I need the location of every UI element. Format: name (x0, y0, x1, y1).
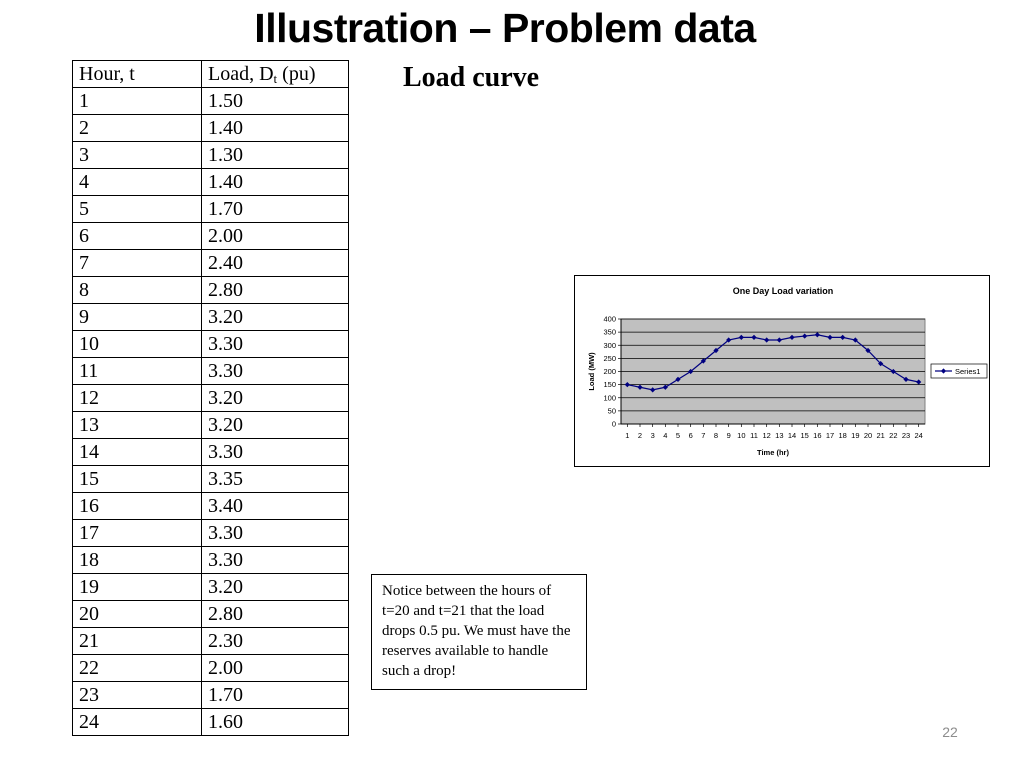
header-hour: Hour, t (73, 61, 202, 88)
hour-cell: 12 (73, 385, 202, 412)
load-cell: 1.60 (202, 709, 349, 736)
x-tick-label: 10 (737, 431, 746, 440)
y-tick-label: 150 (603, 380, 616, 390)
table-row (73, 196, 349, 223)
x-tick-label: 14 (787, 431, 797, 440)
load-cell: 3.35 (202, 466, 349, 493)
hour-cell: 5 (73, 196, 202, 223)
table-row (73, 277, 349, 304)
x-tick-label: 21 (876, 431, 885, 440)
load-cell: 3.20 (202, 574, 349, 601)
hour-cell: 20 (73, 601, 202, 628)
x-tick-label: 1 (625, 431, 630, 440)
hour-cell: 22 (73, 655, 202, 682)
table-row (73, 331, 349, 358)
table-row (73, 547, 349, 574)
load-cell: 1.70 (202, 682, 349, 709)
table-row (73, 628, 349, 655)
x-tick-label: 5 (675, 431, 681, 440)
chart-title: One Day Load variation (732, 286, 834, 296)
x-axis-label: Time (hr) (757, 448, 789, 457)
hour-cell: 13 (73, 412, 202, 439)
x-tick-label: 23 (901, 431, 911, 440)
hour-cell: 7 (73, 250, 202, 277)
hour-cell: 6 (73, 223, 202, 250)
y-axis-label: Load (MW) (587, 352, 596, 391)
table-row (73, 574, 349, 601)
load-cell: 3.20 (202, 304, 349, 331)
load-cell: 2.80 (202, 277, 349, 304)
x-tick-label: 19 (851, 431, 860, 440)
x-tick-label: 16 (813, 431, 822, 440)
load-cell: 2.30 (202, 628, 349, 655)
load-cell: 1.30 (202, 142, 349, 169)
page-number: 22 (942, 724, 958, 740)
table-row (73, 88, 349, 115)
load-cell: 2.00 (202, 655, 349, 682)
table-row (73, 466, 349, 493)
table-row (73, 250, 349, 277)
load-cell: 3.30 (202, 520, 349, 547)
header-load-prefix: Load, D (208, 63, 274, 85)
header-load-subscript: t (273, 71, 278, 86)
table-header-row (73, 61, 349, 88)
load-chart (574, 275, 990, 467)
table-row (73, 358, 349, 385)
table-row (73, 385, 349, 412)
x-tick-label: 6 (688, 431, 693, 440)
load-cell: 2.00 (202, 223, 349, 250)
x-tick-label: 2 (637, 431, 643, 440)
hour-cell: 14 (73, 439, 202, 466)
load-cell: 1.70 (202, 196, 349, 223)
load-cell: 1.40 (202, 169, 349, 196)
y-tick-label: 300 (603, 340, 616, 350)
y-tick-label: 100 (603, 393, 616, 403)
hour-cell: 17 (73, 520, 202, 547)
table-row (73, 709, 349, 736)
load-cell: 3.30 (202, 547, 349, 574)
load-cell: 3.20 (202, 385, 349, 412)
slide-title: Illustration – Problem data (254, 5, 756, 51)
legend-label: Series1 (955, 367, 981, 376)
x-tick-label: 20 (863, 431, 873, 440)
table-row (73, 304, 349, 331)
hour-cell: 3 (73, 142, 202, 169)
y-tick-label: 250 (603, 353, 616, 363)
x-tick-label: 7 (701, 431, 706, 440)
table-row (73, 655, 349, 682)
x-tick-label: 18 (838, 431, 847, 440)
hour-cell: 21 (73, 628, 202, 655)
x-tick-label: 12 (762, 431, 771, 440)
hour-cell: 10 (73, 331, 202, 358)
y-tick-label: 0 (611, 419, 616, 429)
hour-cell: 16 (73, 493, 202, 520)
x-tick-label: 24 (914, 431, 923, 440)
table-row (73, 115, 349, 142)
table-row (73, 493, 349, 520)
load-cell: 2.40 (202, 250, 349, 277)
load-cell: 1.40 (202, 115, 349, 142)
hour-cell: 19 (73, 574, 202, 601)
y-tick-label: 400 (603, 314, 616, 324)
load-cell: 2.80 (202, 601, 349, 628)
table-row (73, 601, 349, 628)
load-cell: 3.30 (202, 439, 349, 466)
x-tick-label: 9 (726, 431, 731, 440)
load-cell: 1.50 (202, 88, 349, 115)
table-row (73, 520, 349, 547)
hour-cell: 15 (73, 466, 202, 493)
load-cell: 3.20 (202, 412, 349, 439)
table-row (73, 682, 349, 709)
table-row (73, 142, 349, 169)
section-heading: Load curve (403, 62, 540, 93)
note-textbox: Notice between the hours of t=20 and t=21 that the load drops 0.5 pu. We must have the reserves available to handle such a drop! (371, 574, 587, 690)
table-row (73, 412, 349, 439)
header-load (202, 61, 349, 88)
hour-cell: 23 (73, 682, 202, 709)
x-tick-label: 8 (713, 431, 719, 440)
hour-cell: 18 (73, 547, 202, 574)
x-tick-label: 22 (889, 431, 898, 440)
hour-cell: 11 (73, 358, 202, 385)
y-tick-label: 200 (603, 367, 616, 376)
header-load-suffix: (pu) (277, 63, 316, 85)
table-row (73, 439, 349, 466)
hour-cell: 1 (73, 88, 202, 115)
hour-cell: 24 (73, 709, 202, 736)
load-chart-svg (575, 276, 989, 466)
hour-cell: 4 (73, 169, 202, 196)
load-cell: 3.40 (202, 493, 349, 520)
hour-cell: 8 (73, 277, 202, 304)
y-tick-label: 50 (607, 406, 616, 416)
load-data-table (72, 60, 349, 736)
load-cell: 3.30 (202, 331, 349, 358)
x-tick-label: 11 (750, 431, 758, 440)
hour-cell: 2 (73, 115, 202, 142)
table-row (73, 223, 349, 250)
load-cell: 3.30 (202, 358, 349, 385)
x-tick-label: 13 (775, 431, 784, 440)
table-row (73, 169, 349, 196)
x-tick-label: 3 (650, 431, 655, 440)
hour-cell: 9 (73, 304, 202, 331)
y-tick-label: 350 (603, 327, 616, 337)
x-tick-label: 4 (663, 431, 668, 440)
x-tick-label: 17 (825, 431, 835, 440)
x-tick-label: 15 (800, 431, 809, 440)
